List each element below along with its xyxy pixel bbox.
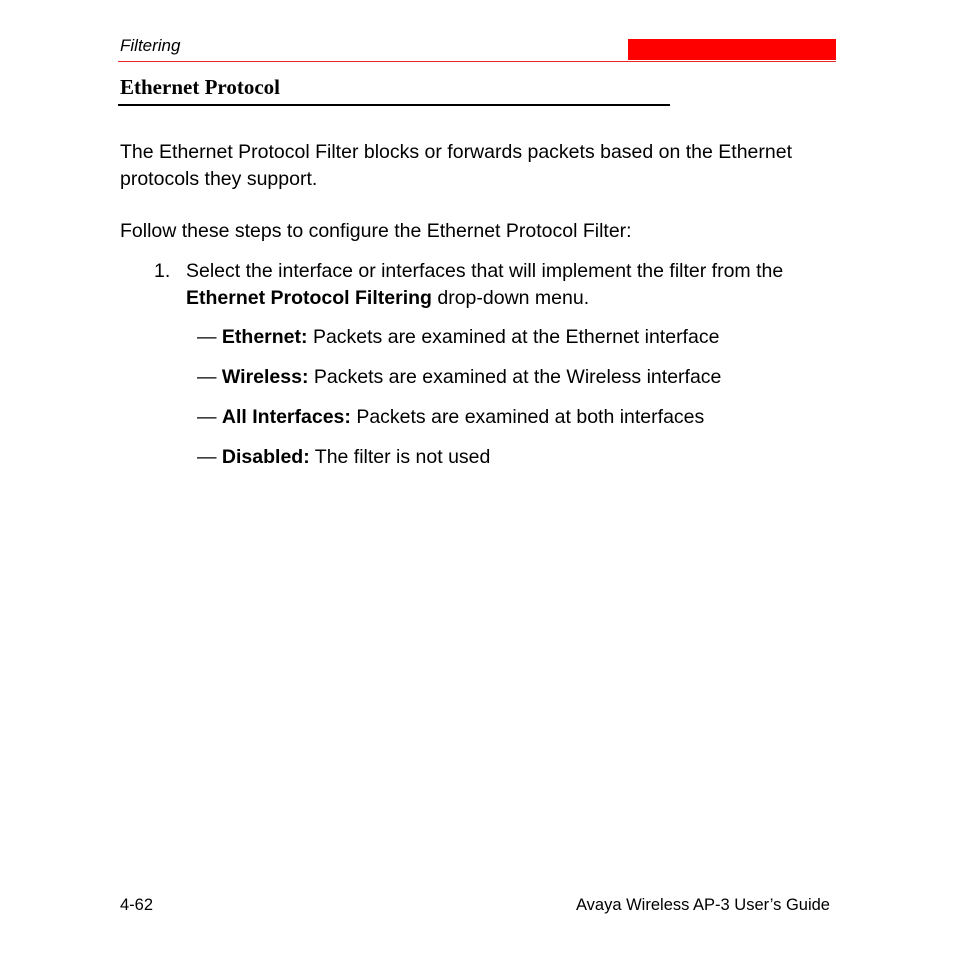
step-text-before: Select the interface or interfaces that will implement the filter from the bbox=[186, 260, 784, 282]
option-item-wireless bbox=[197, 364, 721, 391]
header-accent-bar bbox=[628, 39, 836, 60]
step-text bbox=[186, 258, 844, 311]
option-item-all-interfaces bbox=[197, 404, 704, 431]
option-label: Ethernet: bbox=[221, 326, 308, 348]
option-label: Wireless: bbox=[221, 366, 309, 388]
running-header-section: Filtering bbox=[120, 36, 181, 55]
steps-intro-paragraph: Follow these steps to configure the Ethernet Protocol Filter: bbox=[120, 220, 632, 242]
footer-page-number: 4-62 bbox=[120, 896, 154, 914]
header-rule bbox=[118, 61, 836, 62]
option-dash: — bbox=[197, 446, 217, 468]
option-item-ethernet bbox=[197, 324, 719, 351]
title-underline bbox=[118, 104, 670, 106]
option-label: All Interfaces: bbox=[221, 406, 351, 428]
option-text: The filter is not used bbox=[314, 446, 491, 468]
step-text-bold: Ethernet Protocol Filtering bbox=[186, 286, 432, 309]
option-item-disabled bbox=[197, 444, 490, 471]
footer-guide-title: Avaya Wireless AP-3 User’s Guide bbox=[575, 896, 830, 914]
section-title: Ethernet Protocol bbox=[120, 75, 280, 99]
intro-paragraph: The Ethernet Protocol Filter blocks or forwards packets based on the Ethernet protocols they support. bbox=[120, 141, 793, 190]
option-dash: — bbox=[197, 366, 217, 388]
step-item bbox=[154, 258, 844, 311]
step-text-after: drop-down menu. bbox=[437, 286, 590, 309]
step-number: 1. bbox=[154, 260, 171, 282]
option-text: Packets are examined at the Ethernet interface bbox=[312, 326, 720, 348]
option-text: Packets are examined at both interfaces bbox=[356, 406, 705, 428]
option-dash: — bbox=[197, 326, 217, 348]
option-dash: — bbox=[197, 406, 217, 428]
option-label: Disabled: bbox=[221, 446, 310, 468]
option-text: Packets are examined at the Wireless interface bbox=[313, 366, 722, 388]
